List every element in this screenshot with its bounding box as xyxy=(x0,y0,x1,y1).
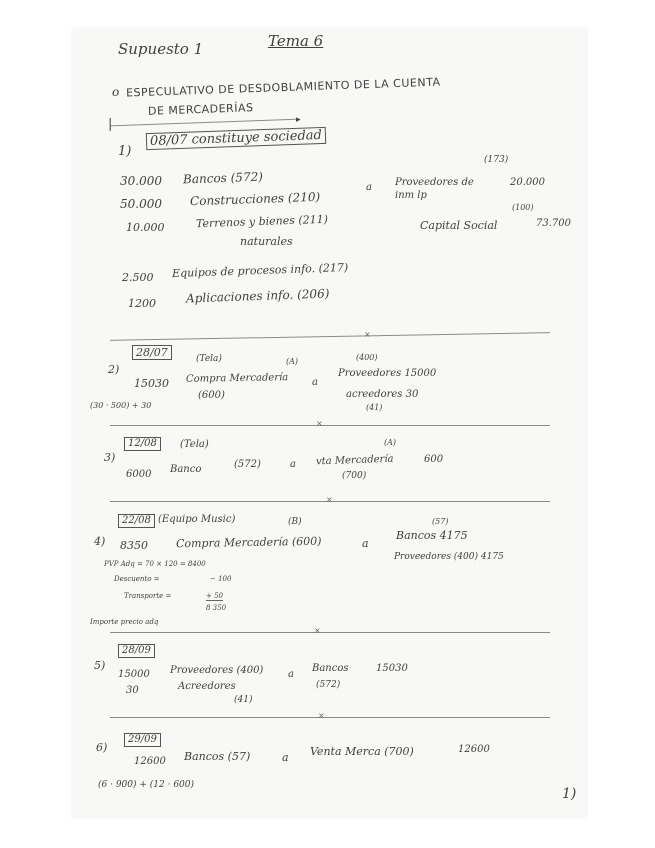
entry-1-credit-code-1: (173) xyxy=(484,155,509,165)
separator-cross-icon-3: × xyxy=(326,495,333,504)
arrow-tail-icon: | xyxy=(108,117,113,132)
entry-1-amount-3: 10.000 xyxy=(126,221,165,234)
entry-3-marker: (A) xyxy=(384,438,397,447)
entry-5-credit-amount: 15030 xyxy=(376,663,408,674)
entry-5-amount-1: 15000 xyxy=(118,669,150,680)
entry-2-debit-code: (600) xyxy=(198,390,225,401)
entry-5-credit-code: (572) xyxy=(316,680,341,690)
separator-cross-icon-2: × xyxy=(316,419,323,428)
page-number: 1) xyxy=(562,786,577,802)
entry-separator-5 xyxy=(110,717,550,718)
entry-4-calc-3-label: Transporte = xyxy=(124,592,172,600)
entry-4-date: 22/08 xyxy=(118,514,155,528)
entry-5-credit: Bancos xyxy=(312,663,349,674)
topic-label: Tema 6 xyxy=(268,32,324,50)
entry-1-number: 1) xyxy=(118,144,132,159)
arrow-head-icon: ▸ xyxy=(296,115,301,125)
entry-3-amount: 6000 xyxy=(126,469,152,480)
entry-1-amount-1: 30.000 xyxy=(120,174,162,188)
entry-3-credit-amount: 600 xyxy=(424,454,444,465)
entry-2-a: a xyxy=(312,377,318,388)
entry-4-calc-3-value: + 50 xyxy=(206,592,223,600)
entry-3-debit: Banco xyxy=(170,464,202,475)
entry-separator-2 xyxy=(110,425,550,426)
entry-1-debit-3-cont: naturales xyxy=(240,235,293,248)
entry-5-debit-1: Proveedores (400) xyxy=(170,665,264,676)
entry-2-amount: 15030 xyxy=(134,377,169,390)
entry-2-number: 2) xyxy=(108,363,120,376)
entry-1-debit-1: Bancos (572) xyxy=(182,169,264,187)
entry-2-debit: Compra Mercadería xyxy=(185,372,289,385)
entry-6-debit: Bancos (57) xyxy=(184,750,251,763)
entry-1-credit-code-2: (100) xyxy=(512,203,534,212)
separator-cross-icon-4: × xyxy=(314,626,321,635)
method-title-line2: DE MERCADERÍAS xyxy=(147,101,254,118)
entry-4-number: 4) xyxy=(94,535,106,548)
entry-1-debit-5: Aplicaciones info. (206) xyxy=(185,286,330,306)
entry-4-amount: 8350 xyxy=(120,539,148,552)
bullet-icon: o xyxy=(112,85,120,99)
entry-4-note: (Equipo Music) xyxy=(158,514,236,525)
entry-4-credit-code: (57) xyxy=(432,517,449,526)
entry-1-credit-1: Proveedores de inm lp xyxy=(395,177,474,201)
entry-4-calc-4: 8 350 xyxy=(206,604,227,612)
entry-6-date: 29/09 xyxy=(124,733,161,747)
entry-3-credit-code: (700) xyxy=(342,471,367,481)
entry-2-note: (Tela) xyxy=(196,354,222,364)
entry-5-date: 28/09 xyxy=(118,644,155,658)
entry-6-credit: Venta Merca (700) xyxy=(310,745,414,758)
entry-1-debit-4: Equipos de procesos info. (217) xyxy=(171,260,349,281)
entry-5-debit-2: Acreedores xyxy=(178,681,236,692)
entry-2-credit-2: acreedores 30 xyxy=(346,389,419,400)
entry-6-amount: 12600 xyxy=(134,756,166,767)
entry-4-credit-1: Bancos 4175 xyxy=(396,529,468,542)
entry-3-debit-code: (572) xyxy=(234,459,261,470)
entry-6-number: 6) xyxy=(96,741,108,754)
page-title: Supuesto 1 xyxy=(118,40,204,58)
entry-2-date: 28/07 xyxy=(132,345,172,360)
entry-1-credit-amount-1: 20.000 xyxy=(510,177,545,188)
entry-6-credit-amount: 12600 xyxy=(458,744,490,755)
separator-cross-icon-1: × xyxy=(364,330,371,339)
entry-6-calc: (6 · 900) + (12 · 600) xyxy=(98,780,195,790)
entry-4-calc-5: Importe precio adq xyxy=(90,618,159,626)
entry-3-credit: vta Mercadería xyxy=(315,453,394,468)
method-title-line1: ESPECULATIVO DE DESDOBLAMIENTO DE LA CUENTA xyxy=(125,75,441,100)
entry-4-credit-2: Proveedores (400) 4175 xyxy=(394,552,504,562)
entry-1-date: 08/07 constituye sociedad xyxy=(146,127,326,150)
entry-1-credit-amount-2: 73.700 xyxy=(536,218,571,229)
entry-1-amount-2: 50.000 xyxy=(120,197,162,211)
entry-4-debit: Compra Mercadería (600) xyxy=(175,534,322,551)
entry-4-calc-2-value: − 100 xyxy=(210,575,232,583)
entry-3-note: (Tela) xyxy=(180,439,209,450)
entry-4-a: a xyxy=(362,537,369,550)
entry-2-credit-2-code: (41) xyxy=(366,403,383,412)
entry-separator-4 xyxy=(110,632,550,633)
entry-1-a: a xyxy=(366,182,372,193)
entry-2-calc: (30 · 500) + 30 xyxy=(90,401,152,410)
separator-cross-icon-5: × xyxy=(318,711,325,720)
entry-3-date: 12/08 xyxy=(124,437,161,451)
entry-1-credit-2: Capital Social xyxy=(420,219,498,232)
entry-6-a: a xyxy=(282,751,289,764)
entry-4-marker: (B) xyxy=(288,517,302,527)
entry-1-amount-4: 2.500 xyxy=(122,271,154,284)
entry-5-debit-2-code: (41) xyxy=(234,695,253,705)
entry-1-amount-5: 1200 xyxy=(128,297,156,310)
entry-3-number: 3) xyxy=(104,451,116,464)
entry-1-debit-3: Terrenos y bienes (211) xyxy=(195,212,329,231)
entry-4-calc-1: PVP Adq = 70 × 120 = 8400 xyxy=(104,560,206,568)
entry-2-credit-code: (400) xyxy=(356,353,378,362)
entry-5-number: 5) xyxy=(94,659,106,672)
entry-1-debit-2: Construcciones (210) xyxy=(189,189,321,209)
entry-2-credit-1: Proveedores 15000 xyxy=(338,368,437,379)
entry-2-marker: (A) xyxy=(286,357,299,366)
entry-5-amount-2: 30 xyxy=(126,685,139,696)
entry-5-a: a xyxy=(288,669,294,680)
entry-3-a: a xyxy=(290,459,296,470)
entry-4-calc-2-label: Descuento = xyxy=(114,575,160,583)
